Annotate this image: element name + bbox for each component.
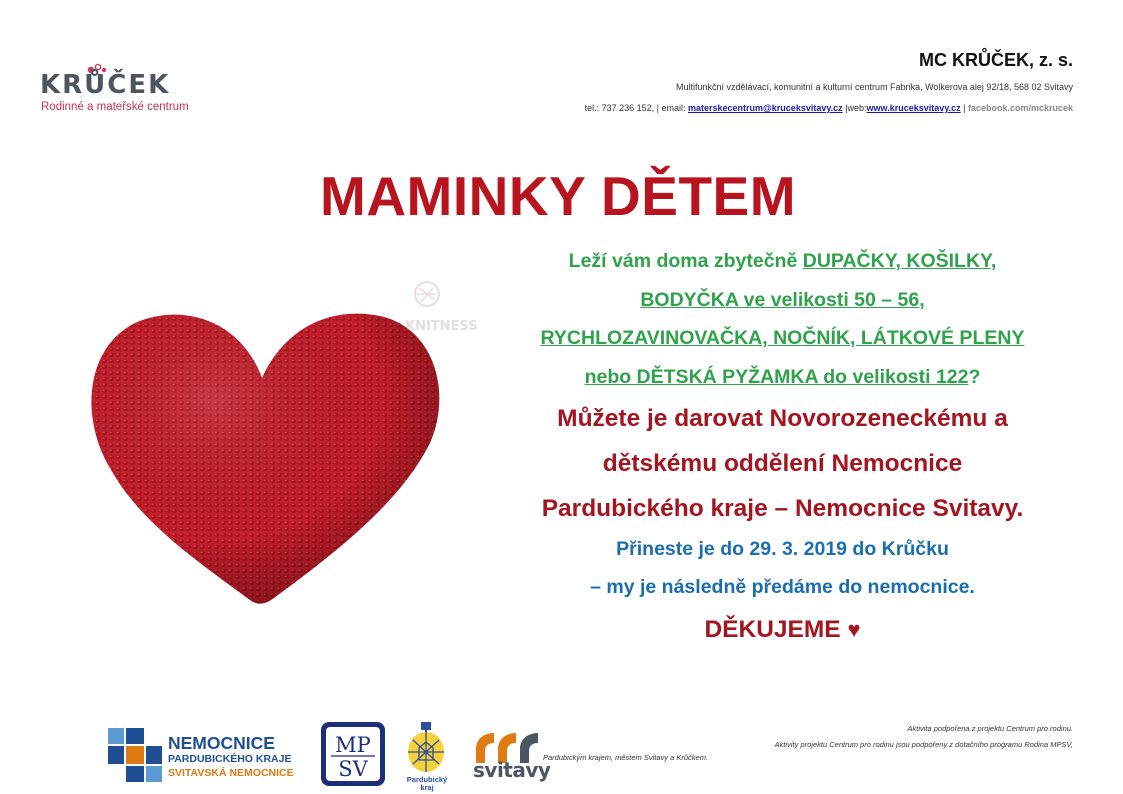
logo-tagline: Rodinné a mateřské centrum xyxy=(41,101,189,113)
appeal-line-1: Leží vám doma zbytečně DUPAČKY, KOŠILKY, xyxy=(568,250,997,272)
email-link[interactable]: materskecentrum@kruceksvitavy.cz xyxy=(687,103,843,113)
mpsv-line-2: SV xyxy=(338,757,368,781)
contact-separator: | xyxy=(960,103,968,113)
organization-contact xyxy=(585,103,1073,113)
appeal-line-4: nebo DĚTSKÁ PYŽAMKA do velikosti 122? xyxy=(584,365,981,388)
svitavy-wordmark: svitavy xyxy=(473,758,551,782)
organization-name: MC KRŮČEK, z. s. xyxy=(918,50,1073,70)
donation-line-3: Pardubického kraje – Nemocnice Svitavy. xyxy=(541,495,1024,522)
mpsv-line-1: MP xyxy=(335,733,371,757)
nemocnice-subtitle: PARDUBICKÉHO KRAJE xyxy=(168,753,292,765)
knitness-watermark xyxy=(405,280,478,350)
nemocnice-title: NEMOCNICE xyxy=(168,733,275,753)
watermark-text: KNITNESS xyxy=(405,319,478,334)
donation-line-1: Můžete je darovat Novorozeneckému a xyxy=(557,405,1008,432)
deadline-line-2: – my je následně předáme do nemocnice. xyxy=(590,575,975,598)
facebook-link[interactable]: facebook.com/mckrucek xyxy=(967,103,1073,113)
nemocnice-cross-icon xyxy=(108,728,162,782)
contact-web-prefix: |web: xyxy=(842,103,867,113)
deadline-line-1: Přineste je do 29. 3. 2019 do Krůčku xyxy=(616,538,949,560)
support-note xyxy=(543,740,1073,763)
appeal-line-2: BODYČKA ve velikosti 50 – 56, xyxy=(640,288,925,311)
project-note: Aktivita podpořena z projektu Centrum pro rodinu. xyxy=(907,724,1073,733)
appeal-text xyxy=(490,242,1075,654)
thanks-text: DĚKUJEME ♥ xyxy=(704,616,861,643)
logo-wordmark: KRŮČEK xyxy=(40,70,171,100)
support-note-line-2: Pardubickým krajem, městem Svitavy a Krůčkem. xyxy=(543,752,709,762)
mpsv-logo xyxy=(321,722,385,786)
organization-address: Multifunkční vzdělávací, komunitní a kulturní centrum Fabrika, Wolkerova alej 92/18, 568 02 Svitavy xyxy=(675,82,1073,92)
web-link[interactable]: www.kruceksvitavy.cz xyxy=(866,103,961,113)
crochet-heart-image xyxy=(80,298,445,608)
appeal-line-3: RYCHLOZAVINOVAČKA, NOČNÍK, LÁTKOVÉ PLENY xyxy=(540,327,1025,349)
page-title: MAMINKY DĚTEM xyxy=(320,165,797,227)
support-note-line-1: Aktivity projektu Centrum pro rodinu jsou podpořeny z dotačního programu Rodina MPSV, xyxy=(774,740,1073,749)
contact-phone: tel.: 737 236 152, | email: xyxy=(584,103,688,113)
pardubicky-kraj-label: Pardubický kraj xyxy=(406,775,448,792)
nemocnice-branch: SVITAVSKÁ NEMOCNICE xyxy=(168,767,294,779)
heart-icon: ♥ xyxy=(847,617,861,642)
donation-line-2: dětskému oddělení Nemocnice xyxy=(602,450,963,477)
